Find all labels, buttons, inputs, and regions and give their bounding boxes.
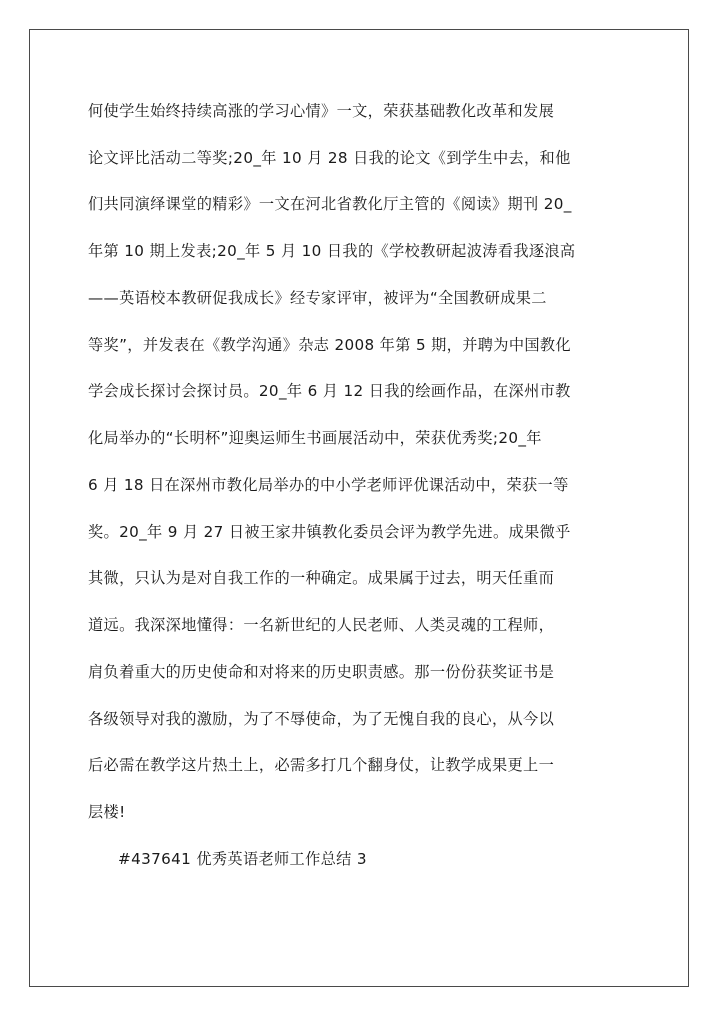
body-text-line: 道远。我深深地懂得：一名新世纪的人民老师、人类灵魂的工程师， bbox=[88, 616, 555, 634]
body-text-line: 后必需在教学这片热土上，必需多打几个翻身仗，让教学成果更上一 bbox=[88, 756, 555, 774]
body-text-line: ——英语校本教研促我成长》经专家评审，被评为“全国教研成果二 bbox=[88, 289, 547, 307]
section-heading: #437641 优秀英语老师工作总结 3 bbox=[118, 850, 367, 868]
body-text-line: 等奖”，并发表在《教学沟通》杂志 2008 年第 5 期，并聘为中国教化 bbox=[88, 336, 571, 354]
body-text-line: 层楼! bbox=[88, 803, 126, 821]
body-text-line: 们共同演绎课堂的精彩》一文在河北省教化厅主管的《阅读》期刊 20_ bbox=[88, 195, 572, 213]
body-text-line: 肩负着重大的历史使命和对将来的历史职责感。那一份份获奖证书是 bbox=[88, 663, 555, 681]
body-text-line: 其微，只认为是对自我工作的一种确定。成果属于过去，明天任重而 bbox=[88, 569, 555, 587]
body-text-line: 6 月 18 日在深州市教化局举办的中小学老师评优课活动中，荣获一等 bbox=[88, 476, 569, 494]
body-text-line: 奖。20_年 9 月 27 日被王家井镇教化委员会评为教学先进。成果微乎 bbox=[88, 523, 571, 541]
page-border bbox=[29, 29, 689, 987]
body-text-line: 论文评比活动二等奖;20_年 10 月 28 日我的论文《到学生中去，和他 bbox=[88, 149, 571, 167]
body-text-line: 化局举办的“长明杯”迎奥运师生书画展活动中，荣获优秀奖;20_年 bbox=[88, 429, 542, 447]
body-text-line: 学会成长探讨会探讨员。20_年 6 月 12 日我的绘画作品，在深州市教 bbox=[88, 382, 571, 400]
body-text-line: 年第 10 期上发表;20_年 5 月 10 日我的《学校教研起波涛看我逐浪高 bbox=[88, 242, 576, 260]
body-text-line: 各级领导对我的激励，为了不辱使命，为了无愧自我的良心，从今以 bbox=[88, 710, 555, 728]
body-text-line: 何使学生始终持续高涨的学习心情》一文，荣获基础教化改革和发展 bbox=[88, 102, 555, 120]
